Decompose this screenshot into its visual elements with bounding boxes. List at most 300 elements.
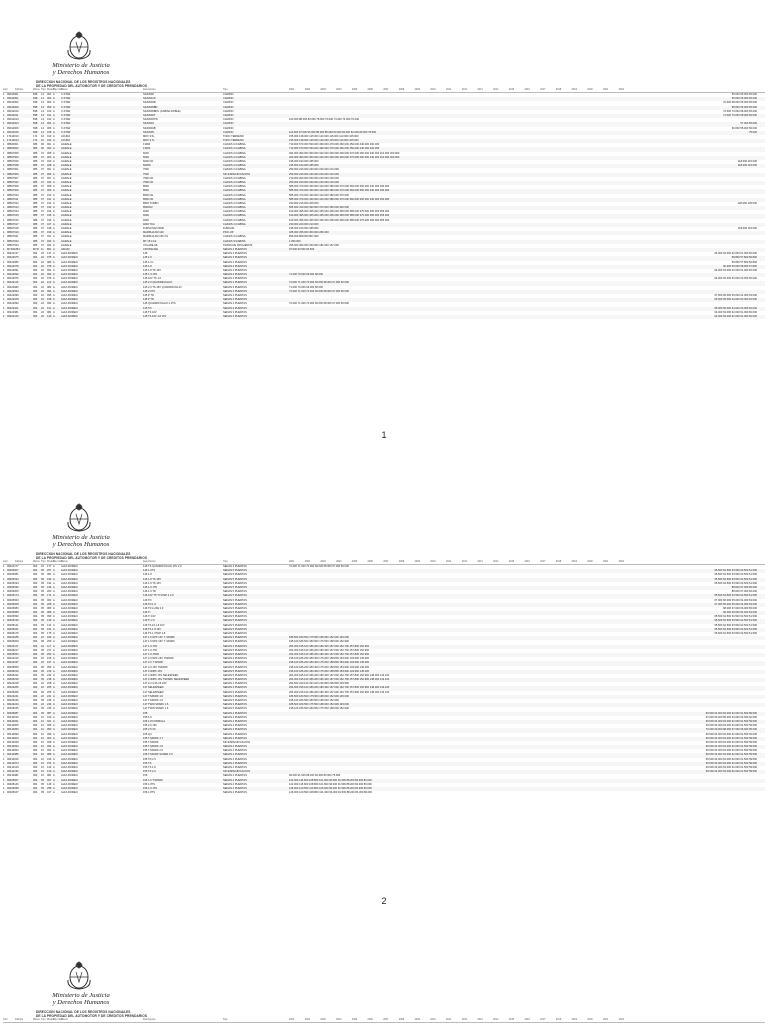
table-cell: SEDAN 5 PUERTAS bbox=[223, 611, 247, 615]
table-cell: 140 bbox=[47, 314, 52, 318]
table-cell: 146 TS 1 XTEP 1.8 bbox=[143, 632, 166, 635]
column-header: 2005 bbox=[351, 88, 358, 91]
table-cell: X-STAR bbox=[61, 105, 71, 109]
column-header: Tipo Vah bbox=[53, 1018, 63, 1021]
table-cell: ALFA ROMEO bbox=[61, 786, 78, 790]
table-cell: 086 bbox=[33, 176, 38, 180]
price-values-recent: 69.500 64.000 63.000 62.000 61.500 59.500 bbox=[705, 745, 757, 749]
table-cell: 1 bbox=[3, 665, 5, 669]
table-cell: 1 bbox=[3, 657, 5, 661]
column-header: 2021 bbox=[603, 88, 609, 91]
table-cell: 080 bbox=[47, 260, 52, 264]
table-cell: A bbox=[53, 573, 55, 577]
table-cell: SEDAN 5 PUERTAS bbox=[223, 573, 247, 577]
table-cell: 086 bbox=[33, 227, 38, 230]
table-cell: AGRALE bbox=[61, 231, 72, 235]
table-cell: 004 bbox=[33, 252, 38, 256]
table-cell: A bbox=[53, 611, 55, 615]
table-cell: AKIARI bbox=[61, 247, 70, 251]
table-cell: SEDAN 3 PUERTAS bbox=[223, 289, 247, 293]
price-values: 195.100 186.200 180.300 175.600 158.800 153.900 149.900 145.000 bbox=[289, 657, 370, 661]
table-cell: 1 bbox=[3, 602, 5, 606]
table-cell: ALFA ROMEO bbox=[61, 285, 78, 289]
column-header: 2006 bbox=[367, 1018, 373, 1021]
table-cell: 00422075 bbox=[7, 256, 19, 260]
price-values-recent: 60.000 59.000 58.000 57.800 bbox=[723, 264, 757, 268]
table-cell: 156 1.8TS bbox=[143, 791, 155, 795]
table-cell: 00405258 bbox=[7, 786, 19, 790]
table-cell: 00405218 bbox=[7, 678, 19, 682]
table-cell: A bbox=[53, 770, 55, 774]
column-header: 2016 bbox=[524, 560, 530, 563]
price-values-recent: 68.000 65.000 65.000 bbox=[731, 105, 757, 109]
table-cell: 146 1.8 bbox=[143, 573, 152, 577]
table-cell: CAMION bbox=[223, 101, 234, 105]
table-cell: 1 bbox=[3, 669, 5, 673]
table-cell: 145 TD bbox=[143, 306, 152, 310]
table-cell: A bbox=[53, 623, 55, 627]
table-cell: 05 bbox=[41, 594, 44, 598]
table-cell: A bbox=[53, 105, 55, 109]
table-cell: SEDAN 3 PUERTAS bbox=[223, 281, 247, 285]
table-cell: FURGON bbox=[223, 227, 235, 230]
table-cell: 219 bbox=[47, 669, 52, 673]
table-cell: 00405245 bbox=[7, 707, 19, 711]
table-cell: 10 bbox=[41, 736, 44, 740]
table-header bbox=[3, 1017, 765, 1023]
table-cell: 08607003 bbox=[7, 155, 19, 159]
table-cell: 004 bbox=[33, 774, 38, 778]
table-cell: 09014010 bbox=[7, 109, 19, 113]
table-cell: 004 bbox=[33, 602, 38, 606]
table-cell: A bbox=[53, 281, 55, 285]
table-cell: A bbox=[53, 214, 55, 218]
table-cell: ALFA ROMEO bbox=[61, 302, 78, 306]
table-cell: 08607001 bbox=[7, 168, 19, 172]
table-cell: 086 bbox=[33, 168, 38, 172]
table-cell: AGRALE bbox=[61, 214, 72, 218]
column-header: 2010 bbox=[430, 1018, 436, 1021]
table-cell: 145 1.8 bbox=[143, 264, 152, 268]
table-cell: 22 bbox=[41, 277, 44, 281]
table-cell: A bbox=[53, 745, 55, 749]
table-cell: 07 bbox=[41, 185, 44, 189]
table-cell: 10 bbox=[41, 719, 44, 723]
table-cell: 004 bbox=[33, 256, 38, 260]
table-cell: A bbox=[53, 273, 55, 277]
table-cell: 146 16V TS TI XTEP 4 2.0 bbox=[143, 594, 174, 598]
table-cell: 013 bbox=[47, 118, 52, 122]
table-cell: 244 bbox=[47, 703, 52, 707]
table-cell: ALFA ROMEO bbox=[61, 281, 78, 285]
table-cell: 1 bbox=[3, 289, 5, 293]
table-cell: 082 bbox=[47, 285, 52, 289]
table-cell: 00405174 bbox=[7, 594, 19, 598]
table-cell: 156 1.9 JTD bbox=[143, 786, 158, 790]
table-cell: 146 1.9 JTD bbox=[143, 585, 158, 589]
table-cell: 015 bbox=[47, 130, 52, 134]
table-cell: 00422140 bbox=[7, 314, 19, 318]
table-cell: 00405167 bbox=[7, 791, 19, 795]
table-cell: AGRALE bbox=[61, 235, 72, 239]
table-cell: SEDAN 4 PUERTAS bbox=[223, 778, 247, 782]
table-cell: 175 bbox=[47, 632, 52, 635]
table-cell: 145 2.0TS bbox=[143, 289, 155, 293]
table-cell: 004 bbox=[33, 619, 38, 623]
table-cell: A bbox=[53, 302, 55, 306]
table-cell: SEDAN 4 PUERTAS bbox=[223, 247, 247, 251]
table-cell: 147 1.6 NPF 16V T. SPARK bbox=[143, 640, 175, 644]
table-cell: 00422108 bbox=[7, 298, 19, 302]
table-cell: CHASIS C/CABINA bbox=[223, 235, 246, 239]
table-cell: A bbox=[53, 314, 55, 318]
table-cell: 14 bbox=[41, 105, 44, 109]
table-cell: ALFA ROMEO bbox=[61, 753, 78, 757]
price-values: 585.000 470.000 430.000 410.000 380.000 370.000 360.000 350.000 340.000 330.000 bbox=[289, 189, 390, 193]
table-cell: 1 bbox=[3, 690, 5, 694]
table-cell: 147 2.0NPF 16V SELESPEED bbox=[143, 673, 179, 677]
price-values: 1.050.000 bbox=[289, 239, 301, 243]
table-cell: 004 bbox=[33, 611, 38, 615]
table-cell: ALFA ROMEO bbox=[61, 724, 78, 728]
table-cell: 8500 TURBO bbox=[143, 201, 159, 205]
table-cell: A bbox=[53, 122, 55, 126]
table-cell: 062 bbox=[47, 749, 52, 753]
table-cell: 087 bbox=[47, 711, 52, 715]
table-cell: 007 bbox=[47, 778, 52, 782]
table-cell: CAMION bbox=[223, 118, 234, 122]
column-header: 2021 bbox=[603, 1018, 609, 1021]
table-cell: 9200 bbox=[143, 214, 149, 218]
table-cell: A bbox=[53, 619, 55, 623]
table-cell: ALFA ROMEO bbox=[61, 277, 78, 281]
table-cell: A bbox=[53, 657, 55, 661]
table-cell: SEDAN 4 PUERTAS bbox=[223, 766, 247, 769]
table-cell: 010 bbox=[47, 715, 52, 719]
table-cell: 00405089 bbox=[7, 611, 19, 615]
table-cell: ALFA ROMEO bbox=[61, 703, 78, 707]
table-cell: ALFA ROMEO bbox=[61, 611, 78, 615]
table-cell: 004 bbox=[33, 753, 38, 757]
table-cell: 196 bbox=[47, 585, 52, 589]
price-values-recent: 65.000 65.000 65.000 bbox=[731, 97, 757, 101]
column-header: 2022 bbox=[618, 88, 625, 91]
table-cell: 155 TS bbox=[143, 761, 152, 765]
table-cell: 004 bbox=[33, 761, 38, 765]
table-cell: 1 bbox=[3, 577, 5, 581]
table-cell: 008 bbox=[47, 185, 52, 189]
table-cell: 6000 bbox=[143, 155, 149, 159]
table-cell: 1 bbox=[3, 585, 5, 589]
table-cell: 003 bbox=[47, 101, 52, 105]
table-cell: 1 bbox=[3, 749, 5, 753]
table-cell: 00422101 bbox=[7, 306, 19, 310]
table-cell: 22 bbox=[41, 260, 44, 264]
table-cell: 1 bbox=[3, 139, 5, 143]
price-values: 270.000 260.000 250.000 240.000 230.000 bbox=[289, 176, 339, 180]
table-cell: ALFA ROMEO bbox=[61, 761, 78, 765]
table-cell: 14 bbox=[41, 118, 44, 122]
table-cell: 145 TS 16V bbox=[143, 310, 157, 314]
table-cell: 155 1.8 FORMULA bbox=[143, 719, 166, 723]
table-cell: 004 bbox=[33, 565, 38, 568]
column-header: 2016 bbox=[524, 88, 530, 91]
table-cell: 00405217 bbox=[7, 648, 19, 652]
table-cell: A bbox=[53, 277, 55, 281]
price-values: 895.000 808.000 807.000 bbox=[289, 235, 319, 239]
price-values-recent: 70.000 69.000 68.000 67.000 66.000 65.000 bbox=[705, 728, 757, 732]
table-cell: 1 bbox=[3, 766, 5, 769]
table-cell: 698 bbox=[33, 130, 38, 134]
table-cell: 00410129 bbox=[7, 766, 19, 769]
table-cell: 1 bbox=[3, 606, 5, 610]
table-cell: 00422241 bbox=[7, 694, 19, 698]
table-cell: 9200 bbox=[143, 210, 149, 214]
price-values: 72.000 71.000 70.000 69.000 68.000 67.000 66.000 bbox=[289, 281, 349, 285]
direccion-title: DIRECCION NACIONAL DE LOS REGISTROS NACIONALES DE LA PROPIEDAD DEL AUTOMOTOR Y DE CREDITOS PRENDARIOS bbox=[36, 552, 148, 560]
table-cell: A bbox=[53, 707, 55, 711]
price-values: 230.000 220.000 210.000 bbox=[289, 222, 319, 226]
column-header: 2013 bbox=[477, 88, 483, 91]
table-cell: 08607019 bbox=[7, 231, 19, 235]
table-cell: 1 bbox=[3, 590, 5, 594]
table-cell: 00405196 bbox=[7, 585, 19, 589]
price-values: 295.000 283.000 250.000 182.000 167.000 bbox=[289, 243, 339, 247]
table-cell: 05 bbox=[41, 615, 44, 619]
table-cell: ALFA ROMEO bbox=[61, 657, 78, 661]
table-cell: 147 2.0 16V TSPARK bbox=[143, 665, 168, 669]
table-cell: A bbox=[53, 268, 55, 272]
price-values-recent: 69.500 64.000 63.000 62.000 61.500 59.500 bbox=[705, 770, 757, 774]
table-cell: 22 bbox=[41, 565, 44, 568]
column-header: 2008 bbox=[398, 88, 405, 91]
table-cell: 215 bbox=[47, 657, 52, 661]
table-cell: 00405081 bbox=[7, 573, 19, 577]
table-cell: ALFA ROMEO bbox=[61, 590, 78, 594]
table-cell: A bbox=[53, 168, 55, 172]
coat-of-arms-icon bbox=[64, 958, 94, 992]
table-cell: 00422177 bbox=[7, 565, 19, 568]
table-cell: X-STAR bbox=[61, 97, 71, 101]
table-cell: 10 bbox=[41, 749, 44, 753]
table-cell: 09014001 bbox=[7, 97, 19, 101]
price-values: 710.000 670.000 530.000 490.000 470.000 460.000 450.000 440.000 430.000 bbox=[289, 143, 380, 147]
table-cell: SEDAN 4 PUERTAS bbox=[223, 757, 247, 761]
price-values-recent: 64.000 63.000 63.000 63.000 60.000 bbox=[714, 277, 757, 281]
table-cell: SEDAN 5 PUERTAS bbox=[223, 590, 247, 594]
table-cell: 00405209 bbox=[7, 640, 19, 644]
column-header: Tipo bbox=[41, 1018, 46, 1021]
table-cell: ALFA ROMEO bbox=[61, 310, 78, 314]
table-cell: A bbox=[53, 615, 55, 619]
table-cell: CAMION bbox=[223, 113, 234, 117]
table-cell: 004 bbox=[33, 728, 38, 732]
table-cell: 07 bbox=[41, 155, 44, 159]
table-cell: 016 bbox=[47, 218, 52, 222]
table-cell: A bbox=[53, 636, 55, 640]
table-cell: 147 1.6 NPF 16V T. SPARK bbox=[143, 636, 175, 640]
table-cell: 08607021 bbox=[7, 235, 19, 239]
table-cell: 1 bbox=[3, 711, 5, 715]
table-cell: SEDAN 3 PUERTAS bbox=[223, 273, 247, 277]
price-values: 585.000 470.000 430.000 410.000 380.000 370.000 360.000 350.000 340.000 330.000 bbox=[289, 197, 390, 201]
column-header: 2015 bbox=[508, 560, 515, 563]
table-cell: 1 bbox=[3, 189, 5, 193]
table-cell: 1 bbox=[3, 109, 5, 113]
table-cell: 05 bbox=[41, 648, 44, 652]
table-cell: 004 bbox=[33, 661, 38, 665]
price-values: 610.000 495.000 465.000 435.000 405.000 395.000 385.000 375.000 365.000 355.000 bbox=[289, 214, 390, 218]
table-cell: ALFA ROMEO bbox=[61, 774, 78, 778]
column-header: 2007 bbox=[383, 560, 389, 563]
table-cell: 246 bbox=[47, 699, 52, 702]
table-cell: A bbox=[53, 285, 55, 289]
table-cell: 00422244 bbox=[7, 703, 19, 707]
table-cell: 028 bbox=[47, 740, 52, 744]
table-cell: ALFA ROMEO bbox=[61, 252, 78, 256]
table-cell: 08607024 bbox=[7, 243, 19, 247]
table-cell: 1 bbox=[3, 627, 5, 631]
table-cell: 004 bbox=[33, 268, 38, 272]
price-values-recent: 69.500 64.000 63.000 62.000 61.500 59.500 bbox=[705, 711, 757, 715]
table-cell: SEDAN 5 PUERTAS bbox=[223, 699, 247, 702]
table-cell: 05 bbox=[41, 652, 44, 656]
table-cell: 14 bbox=[41, 93, 44, 96]
table-cell: 092 bbox=[47, 273, 52, 277]
table-cell: CAMION bbox=[223, 109, 234, 113]
table-cell: 099 bbox=[47, 732, 52, 736]
table-cell: 00405007 bbox=[7, 778, 19, 782]
table-cell: 200 bbox=[47, 590, 52, 594]
table-cell: 1 bbox=[3, 155, 5, 159]
table-cell: 1 bbox=[3, 644, 5, 648]
table-cell: 228 bbox=[47, 682, 52, 686]
table-cell: 086 bbox=[33, 172, 38, 176]
table-cell: 091 bbox=[47, 268, 52, 272]
table-cell: 218 bbox=[47, 678, 52, 682]
table-cell: 1 bbox=[3, 728, 5, 732]
table-cell: 013 bbox=[47, 134, 52, 138]
table-cell: ALFA ROMEO bbox=[61, 573, 78, 577]
table-cell: A bbox=[53, 719, 55, 723]
valuation-table bbox=[3, 1017, 765, 1023]
table-cell: AGRALE bbox=[61, 222, 72, 226]
table-cell: 017 bbox=[47, 222, 52, 226]
table-cell: 13000 bbox=[143, 147, 151, 151]
table-cell: 016 bbox=[47, 757, 52, 761]
table-cell: 05 bbox=[41, 786, 44, 790]
table-cell: 00410099 bbox=[7, 732, 19, 736]
price-values: 103.000 88.000 83.000 78.000 76.000 74.000 72.000 70.000 bbox=[289, 118, 359, 122]
table-cell: 698 bbox=[33, 97, 38, 101]
column-header: 2022 bbox=[618, 560, 625, 563]
table-cell: CAMION bbox=[223, 130, 234, 134]
table-cell: 086 bbox=[33, 147, 38, 151]
column-header: 2012 bbox=[461, 88, 468, 91]
table-cell: ALFA ROMEO bbox=[61, 619, 78, 623]
price-values: 71.000 70.000 69.000 68.000 bbox=[289, 273, 323, 277]
table-cell: A bbox=[53, 172, 55, 176]
price-values-recent: 69.500 64.000 63.000 62.000 61.500 59.500 bbox=[705, 724, 757, 728]
table-cell: ALFA ROMEO bbox=[61, 745, 78, 749]
table-cell: 004 bbox=[33, 260, 38, 264]
table-cell: 00422095 bbox=[7, 294, 19, 297]
table-cell: SEDAN 5 PUERTAS bbox=[223, 581, 247, 585]
table-cell: 00410010 bbox=[7, 715, 19, 719]
table-cell: SEDAN 4 PUERTAS bbox=[223, 786, 247, 790]
table-cell: 9200 bbox=[143, 218, 149, 222]
table-cell: A bbox=[53, 569, 55, 573]
table-cell: 1 bbox=[3, 745, 5, 749]
table-cell: 076 bbox=[47, 277, 52, 281]
price-values: 195.100 186.200 180.300 175.600 158.800 153.900 149.900 145.000 bbox=[289, 669, 370, 673]
table-cell: 146 TD LUXE 3.0 bbox=[143, 606, 164, 610]
table-cell: 08607020 bbox=[7, 160, 19, 163]
table-cell: ALFA ROMEO bbox=[61, 314, 78, 318]
table-cell: AGRALE bbox=[61, 206, 72, 210]
column-header: 2021 bbox=[603, 560, 609, 563]
table-cell: 004 bbox=[33, 740, 38, 744]
table-cell: 07 bbox=[41, 197, 44, 201]
table-cell: AGRALE bbox=[61, 227, 72, 230]
table-cell: 004 bbox=[33, 699, 38, 702]
table-cell: 004 bbox=[33, 707, 38, 711]
table-cell: 145 QUADRIFOGLIO 2.0TS bbox=[143, 302, 176, 306]
table-cell: A bbox=[53, 602, 55, 606]
price-values-recent: 118.000 115.000 bbox=[737, 164, 757, 168]
table-cell: SEDAN 5 PUERTAS bbox=[223, 606, 247, 610]
table-cell: A bbox=[53, 306, 55, 310]
price-values: 126.000 120.500 108.800 101.900 96.000 91.500 88.200 84.300 80.000 bbox=[289, 791, 372, 795]
table-cell: SEDAN 5 PUERTAS bbox=[223, 627, 247, 631]
table-cell: 1 bbox=[3, 180, 5, 184]
price-values-recent: 69.500 64.000 63.000 62.000 61.500 59.500 bbox=[705, 736, 757, 740]
table-cell: ALFA ROMEO bbox=[61, 686, 78, 690]
table-cell: 08607011 bbox=[7, 197, 19, 201]
table-cell: 05 bbox=[41, 581, 44, 585]
table-cell: A bbox=[53, 778, 55, 782]
table-cell: AGRALE bbox=[61, 147, 72, 151]
table-cell: 00405161 bbox=[7, 627, 19, 631]
table-cell: 063 bbox=[47, 598, 52, 602]
table-cell: 130 bbox=[47, 770, 52, 774]
table-cell: 08607013 bbox=[7, 206, 19, 210]
table-cell: 001 bbox=[47, 143, 52, 147]
table-cell: 08607015 bbox=[7, 214, 19, 218]
column-header: 2009 bbox=[414, 88, 420, 91]
table-cell: 014 bbox=[47, 139, 52, 143]
table-cell: SEDAN 5 PUERTAS bbox=[223, 632, 247, 635]
price-values-recent: 60.000 58.000 56.000 bbox=[731, 126, 757, 130]
price-values: 250.000 240.000 230.000 220.000 210.000 bbox=[289, 180, 339, 184]
table-cell: X-STAR bbox=[61, 113, 71, 117]
column-header: Fábrica bbox=[15, 560, 23, 563]
ministry-title: Ministerio de Justicia y Derechos Humanos bbox=[52, 992, 110, 1006]
table-cell: SEDAN 4 PUERTAS bbox=[223, 728, 247, 732]
column-header: 2009 bbox=[414, 560, 420, 563]
table-cell: ALFA ROMEO bbox=[61, 577, 78, 581]
table-cell: SKZ3005 bbox=[143, 130, 154, 134]
table-cell: MDX 3.7L bbox=[143, 139, 155, 143]
table-cell: 1 bbox=[3, 185, 5, 189]
price-values-recent: 118.000 115.000 bbox=[737, 227, 757, 230]
table-cell: MT 15.0 LE bbox=[143, 239, 157, 243]
table-cell: 004 bbox=[33, 581, 38, 585]
table-cell: 086 bbox=[47, 753, 52, 757]
table-cell: 1 bbox=[3, 715, 5, 719]
column-header: 2014 bbox=[493, 88, 499, 91]
table-cell: 117 bbox=[47, 644, 52, 648]
